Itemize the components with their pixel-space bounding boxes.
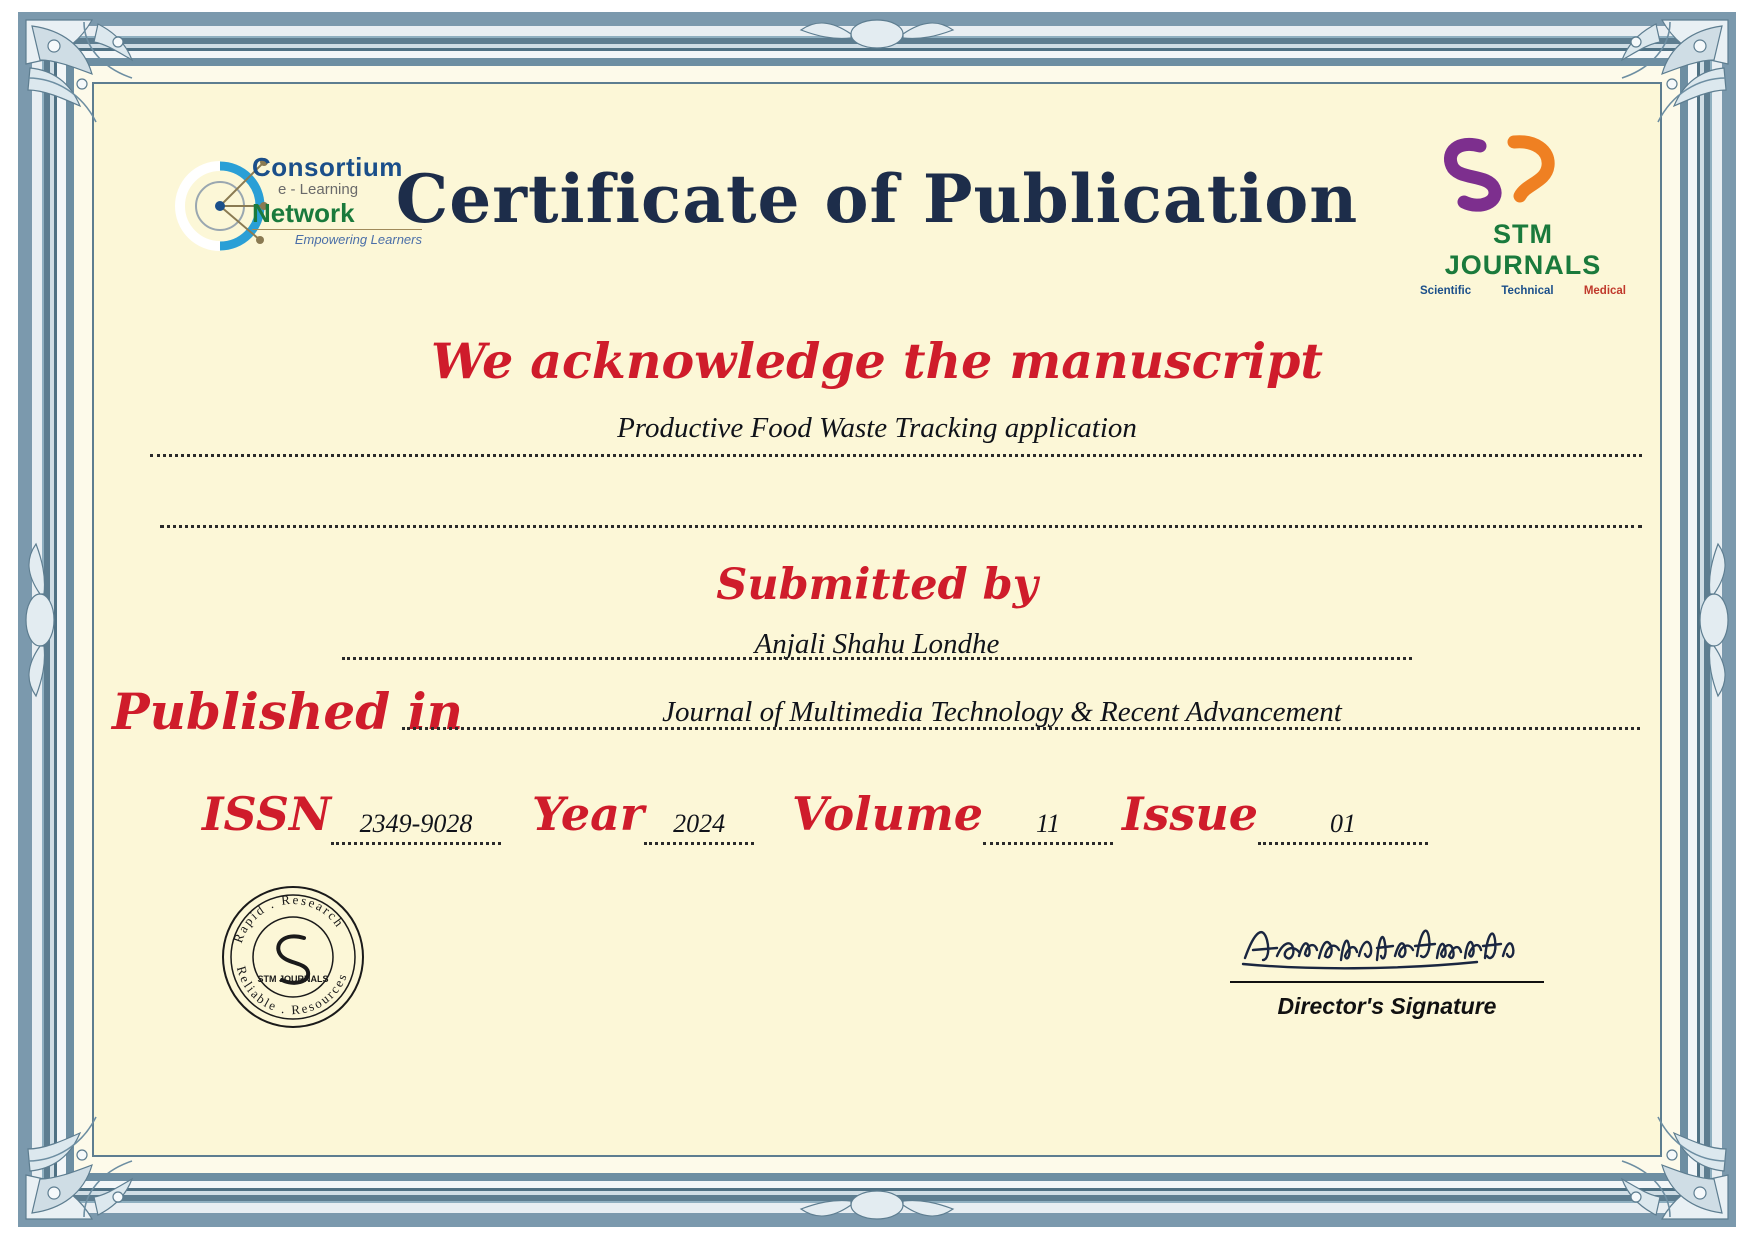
journal-line bbox=[402, 727, 1640, 730]
svg-text:Reliable . Resources: Reliable . Resources bbox=[233, 964, 351, 1018]
issue-group bbox=[1122, 787, 1428, 841]
stm-tag-scientific: Scientific bbox=[1420, 285, 1472, 297]
signature-block bbox=[1222, 912, 1552, 1020]
year-label: Year bbox=[532, 787, 645, 841]
handwritten-signature-icon bbox=[1237, 912, 1537, 976]
stm-journals-name: STM JOURNALS bbox=[1444, 219, 1602, 280]
volume-group bbox=[792, 787, 1113, 841]
issn-value: 2349-9028 bbox=[359, 809, 473, 838]
published-in-label: Published in bbox=[112, 682, 463, 741]
certificate-content bbox=[92, 82, 1662, 1157]
stm-journals-tags bbox=[1418, 281, 1628, 297]
manuscript-line-1 bbox=[150, 454, 1642, 457]
consortium-line2: e - Learning bbox=[278, 181, 359, 198]
year-group bbox=[532, 787, 754, 841]
manuscript-title: Productive Food Waste Tracking application bbox=[617, 412, 1137, 444]
stm-tag-technical: Technical bbox=[1501, 285, 1554, 297]
issn-group bbox=[202, 787, 501, 841]
consortium-tagline: Empowering Learners bbox=[252, 229, 422, 247]
journal-name: Journal of Multimedia Technology & Recent Advancement bbox=[662, 696, 1342, 728]
consortium-line1: Consortium bbox=[252, 152, 403, 182]
issue-value: 01 bbox=[1330, 809, 1357, 838]
signature-line bbox=[1230, 981, 1544, 983]
page-title: Certificate of Publication bbox=[395, 160, 1359, 238]
acknowledgement-heading: We acknowledge the manuscript bbox=[431, 332, 1323, 390]
issue-label: Issue bbox=[1122, 787, 1259, 841]
year-value: 2024 bbox=[673, 809, 726, 838]
issn-label: ISSN bbox=[202, 787, 331, 841]
publication-meta-row bbox=[92, 787, 1662, 867]
author-name: Anjali Shahu Londhe bbox=[754, 628, 1000, 660]
svg-text:STM JOURNALS: STM JOURNALS bbox=[257, 974, 329, 984]
submitted-by-heading: Submitted by bbox=[716, 560, 1038, 610]
certificate-document bbox=[18, 12, 1736, 1227]
volume-value: 11 bbox=[1035, 809, 1061, 838]
author-line bbox=[342, 657, 1412, 660]
published-in-row bbox=[92, 682, 1662, 752]
consortium-line3: Network bbox=[252, 198, 355, 228]
volume-label: Volume bbox=[792, 787, 984, 841]
stm-tag-medical: Medical bbox=[1583, 285, 1626, 297]
signature-label: Director's Signature bbox=[1277, 993, 1497, 1019]
official-seal-icon bbox=[218, 882, 368, 1032]
svg-text:Rapid . Research: Rapid . Research bbox=[230, 891, 348, 945]
manuscript-line-2 bbox=[160, 525, 1642, 528]
